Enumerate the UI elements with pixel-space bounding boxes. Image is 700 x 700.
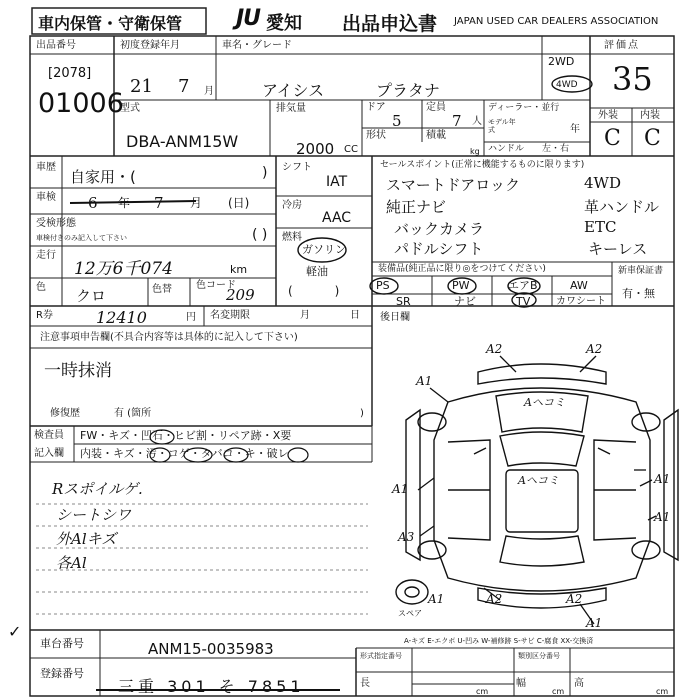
spare-label: スペア (398, 609, 422, 618)
drive-4wd: 4WD (556, 80, 578, 90)
damage-mark: A2 (586, 342, 603, 356)
type-label: 型式 (120, 103, 140, 114)
recycle-label: R券 (36, 310, 53, 321)
equipment-item: TV (516, 295, 531, 308)
damage-legend: A-キズ E-エクボ U-凹み W-補修跡 S-サビ C-腐食 XX-交換済 (404, 637, 594, 645)
damage-mark: A1 (428, 592, 445, 606)
checkmark-icon: ✓ (8, 622, 22, 641)
load-label: 積載 (426, 130, 446, 141)
fuel-gas: ガソリン (302, 243, 346, 256)
grade-name: プラタナ (376, 81, 440, 100)
shaken-year: 6 (88, 194, 98, 212)
exterior-grade: C (604, 126, 621, 151)
mileage-value: 12万6千074 (74, 259, 173, 279)
repair-value: 有 (箇所 (114, 408, 152, 419)
exterior-label: 外装 (598, 110, 618, 121)
model-grade-label: 車名・グレード (222, 40, 292, 51)
handle-value: 左・右 (542, 144, 570, 154)
reg-check-label: 受検形態 (36, 218, 76, 229)
reg-month: 7 (178, 76, 190, 97)
sales-point-item: 4WD (584, 174, 621, 192)
notes-content: 一時抹消 (44, 361, 112, 381)
damage-mark: A2 (566, 592, 583, 606)
shift-label: シフト (282, 162, 312, 173)
lot-number: 01006 (38, 88, 124, 119)
length-unit: cm (476, 687, 489, 696)
sales-point-item: キーレス (588, 240, 648, 258)
sales-points-label: セールスポイント(正常に機能するものに限ります) (380, 160, 585, 170)
association-name: JAPAN USED CAR DEALERS ASSOCIATION (454, 16, 659, 27)
plate-value: 三重 301 そ 7851 (118, 677, 305, 696)
length-label: 長 (360, 678, 370, 689)
history-value: 自家用・( (70, 168, 136, 186)
repair-label: 修復歴 (50, 408, 80, 419)
remark-line: Rスポイルゲ. (52, 480, 143, 498)
inspection-row1: FW・キズ・凹石・ヒビ割・リペア跡・X要 (80, 429, 292, 442)
sales-point-item: バックカメラ (394, 220, 485, 238)
sales-point-item: 純正ナビ (386, 198, 447, 216)
auction-score: 35 (612, 60, 653, 98)
damage-mark: A1 (586, 616, 603, 630)
equipment-label: 装備品(純正品に限り◎をつけてください) (378, 264, 546, 274)
repair-close-paren: ) (360, 408, 364, 419)
width-unit: cm (552, 687, 565, 696)
model-name: アイシス (262, 81, 325, 100)
color-label: 色 (36, 282, 46, 293)
dealer-label: ディーラー・並行 (488, 103, 560, 113)
interior-label: 内装 (640, 110, 660, 121)
equipment-item: ナビ (454, 295, 476, 308)
shaken-day-unit: (日) (228, 196, 250, 210)
color-change-label: 色替 (152, 284, 172, 295)
shaken-month-unit: 月 (190, 196, 203, 210)
chassis-label: 車台番号 (40, 637, 84, 650)
mileage-label: 走行 (36, 250, 56, 261)
equipment-item: エアB (508, 279, 538, 292)
sales-point-item: ETC (584, 218, 617, 236)
displacement-value: 2000 (296, 140, 335, 158)
remark-line: 各Al (56, 554, 87, 572)
capacity-value: 7 (452, 112, 462, 130)
type-cert-label: 形式指定番号 (360, 652, 402, 660)
damage-mark: A1 (654, 510, 671, 524)
remark-line: 外Alキズ (56, 530, 117, 548)
fuel-label: 燃料 (282, 232, 302, 243)
history-close-paren: ) (262, 165, 268, 181)
damage-mark: A2 (486, 342, 503, 356)
person-unit: 人 (472, 116, 482, 127)
fuel-light: 軽油 (306, 265, 328, 278)
shift-value: IAT (326, 174, 348, 190)
recycle-value: 12410 (96, 308, 147, 327)
rear-label: 後日欄 (380, 312, 410, 323)
shaken-label: 車検 (36, 192, 56, 203)
equipment-item: カワシート (556, 296, 606, 307)
model-year-label: モデル年式 (488, 118, 516, 134)
notes-label: 注意事項申告欄(不具合内容等は具体的に記入して下さい) (40, 332, 298, 343)
history-label: 車歴 (36, 162, 56, 173)
capacity-label: 定員 (426, 102, 446, 113)
warranty-value: 有・無 (622, 287, 655, 300)
damage-mark: A3 (398, 530, 415, 544)
name-change-month: 月 (300, 310, 310, 321)
interior-grade: C (644, 126, 661, 151)
reg-check-sub: 車検付きのみ記入して下さい (36, 234, 127, 242)
color-code: 209 (226, 286, 255, 304)
inspection-row2: 内装・キズ・汚・コゲ・タバコ・キ・破レ (80, 447, 289, 460)
damage-mark: Aヘコミ (518, 474, 559, 487)
recorder-label: 記入欄 (34, 448, 64, 459)
shaken-year-unit: 年 (118, 196, 131, 210)
equipment-item: PW (452, 279, 470, 292)
storage-badge: 車内保管・守衛保管 (38, 14, 183, 33)
color-code-label: 色コード (196, 280, 236, 291)
month-unit: 月 (204, 86, 214, 97)
form-title: 出品申込書 (342, 13, 438, 35)
displacement-label: 排気量 (276, 103, 306, 114)
first-reg-label: 初度登録年月 (120, 40, 180, 51)
kg-unit: kg (470, 147, 480, 156)
width-label: 幅 (516, 678, 526, 689)
warranty-label: 新車保証書 (618, 266, 664, 276)
km-unit: km (230, 263, 248, 276)
doors-value: 5 (392, 112, 402, 130)
damage-mark: A1 (654, 472, 671, 486)
chassis-value: ANM15-0035983 (148, 640, 274, 658)
ac-label: 冷房 (282, 200, 302, 211)
damage-mark: Aヘコミ (524, 396, 565, 409)
sales-point-item: パドルシフト (394, 240, 484, 258)
org-name: 愛知 (266, 13, 302, 34)
ju-logo: JU (236, 6, 261, 31)
damage-mark: A1 (392, 482, 409, 496)
name-change-day: 日 (350, 310, 360, 321)
lot-number-label: 出品番号 (36, 40, 76, 51)
height-unit: cm (656, 687, 669, 696)
doors-label: ドア (366, 102, 386, 113)
name-change-label: 名変期限 (210, 310, 250, 321)
drive-2wd: 2WD (548, 55, 575, 68)
year-unit-top: 年 (570, 124, 580, 135)
shape-label: 形状 (366, 130, 386, 141)
damage-mark: A2 (486, 592, 503, 606)
shaken-month: 7 (154, 194, 164, 212)
plate-label: 登録番号 (40, 667, 84, 680)
score-label: 評価点 (604, 40, 640, 51)
damage-mark: A1 (416, 374, 433, 388)
reg-check-paren: ( ) (252, 227, 268, 243)
ac-value: AAC (322, 210, 352, 226)
yen-unit: 円 (186, 312, 196, 323)
height-label: 高 (574, 678, 584, 689)
sales-point-item: 革ハンドル (584, 198, 660, 216)
reg-year: 21 (130, 76, 153, 97)
handle-label: ハンドル (488, 144, 525, 154)
equipment-item: SR (396, 295, 411, 308)
equipment-item: PS (376, 279, 390, 292)
type-code: DBA-ANM15W (126, 132, 239, 151)
category-label: 類別区分番号 (518, 652, 560, 660)
remark-line: シートシワ (56, 506, 132, 524)
cc-unit: CC (344, 144, 358, 155)
color-value: クロ (76, 287, 107, 305)
sales-point-item: スマートドアロック (386, 176, 520, 194)
lot-sub-number: [2078] (48, 66, 92, 81)
fuel-paren: ( ) (288, 284, 340, 298)
inspector-label: 検査員 (34, 430, 64, 441)
equipment-item: AW (570, 279, 588, 292)
